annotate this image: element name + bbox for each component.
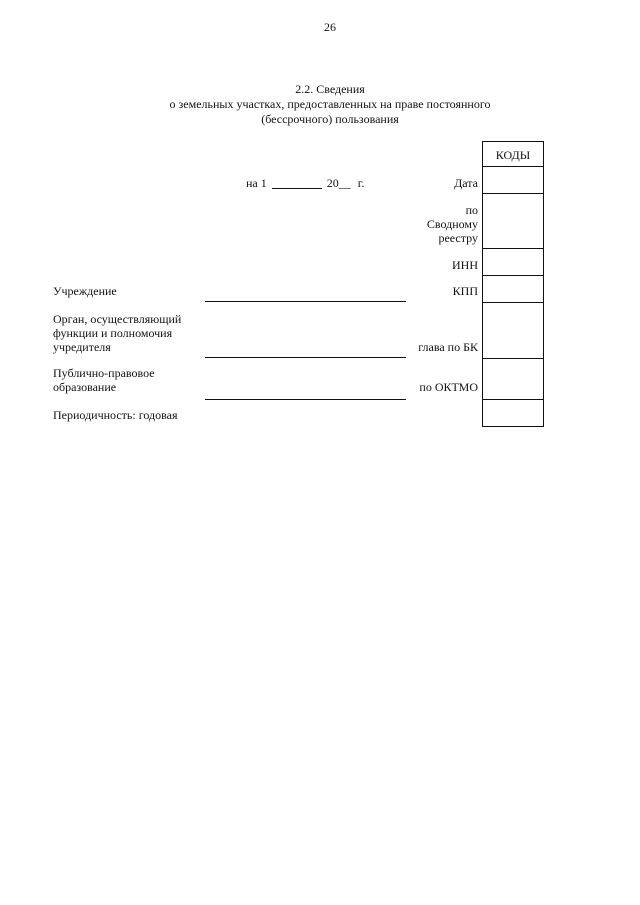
label-founder-2: функции и полномочия [53,326,173,340]
code-cell-inn [482,249,544,276]
date-suffix: г. [357,176,365,190]
date-prefix: на 1 [246,176,267,190]
label-founder-1: Орган, осуществляющий [53,312,182,326]
date-year-blank: __ [338,176,351,190]
founder-underline [205,357,406,358]
code-cell-registry [482,194,544,249]
code-cell-extra [482,400,544,427]
label-institution: Учреждение [53,284,117,298]
municipality-underline [205,399,406,400]
label-inn: ИНН [452,258,478,272]
label-kpp: КПП [452,284,478,298]
page-number: 26 [324,20,336,34]
label-registry-2: Сводному [426,217,478,231]
label-registry-3: реестру [438,231,478,245]
label-date: Дата [454,176,478,190]
title-line-1: 2.2. Сведения [295,82,365,96]
label-bk: глава по БК [418,340,478,354]
label-oktmo: по ОКТМО [419,380,478,394]
title-line-2: о земельных участках, предоставленных на праве постоянного [169,97,491,111]
label-periodicity: Периодичность: годовая [53,408,178,422]
date-blank [272,188,322,189]
label-municipality-1: Публично-правовое [53,366,155,380]
label-registry-1: по [465,203,478,217]
institution-underline [205,301,406,302]
date-line [246,176,364,191]
code-cell-kpp [482,276,544,303]
code-cell-date [482,167,544,194]
document-title [130,82,530,127]
label-municipality-2: образование [53,380,117,394]
title-line-3: (бессрочного) пользования [261,112,399,126]
codes-header: КОДЫ [482,141,544,167]
code-cell-oktmo [482,359,544,400]
code-cell-bk [482,303,544,359]
label-founder-3: учредителя [53,340,111,354]
date-year-prefix: 20 [326,176,339,190]
